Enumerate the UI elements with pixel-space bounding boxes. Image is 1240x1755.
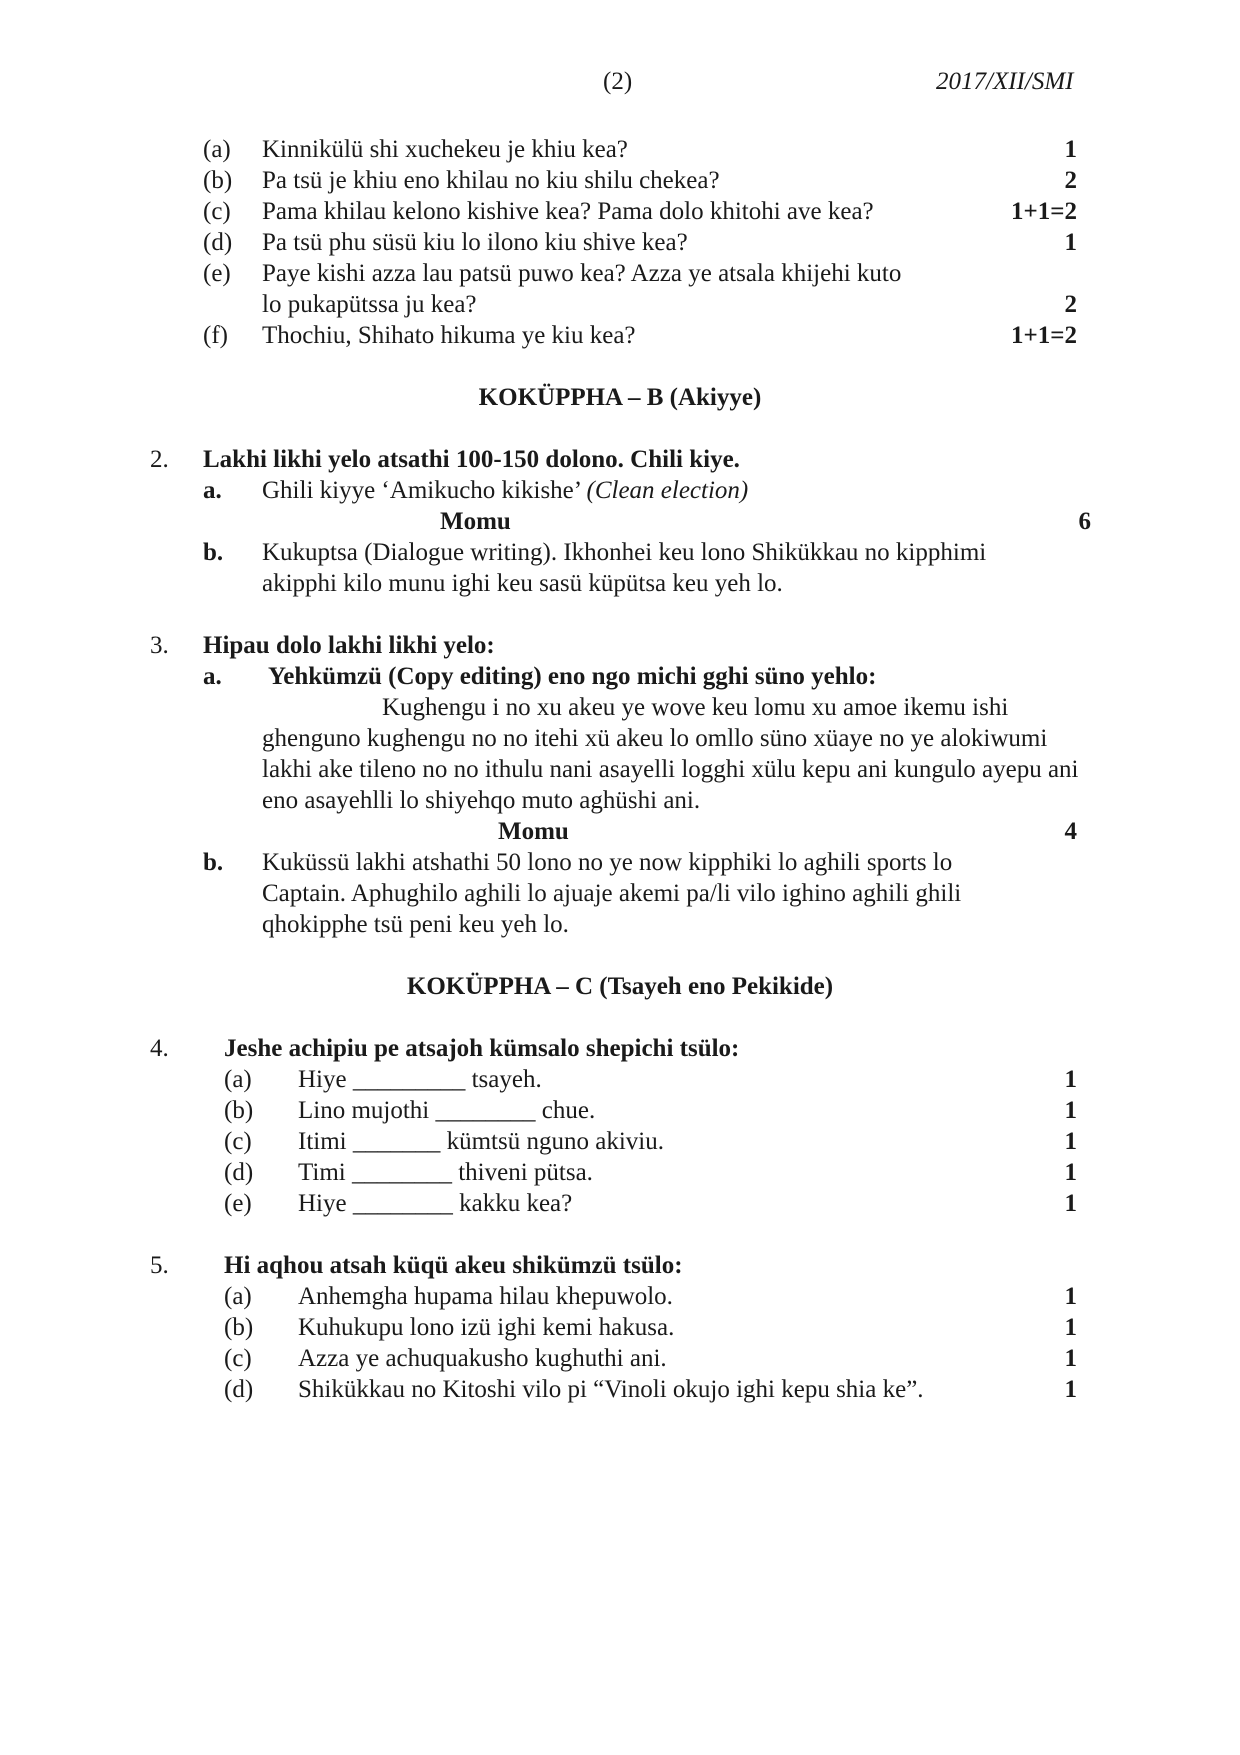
q5d-mark: 1 [1064,1376,1077,1403]
section-c-heading: KOKÜPPHA – C (Tsayeh eno Pekikide) [406,973,834,1000]
q4c-label: (c) [224,1128,252,1155]
q1a-text: Kinnikülü shi xuchekeu je khiu kea? [262,136,628,163]
q2-mark: 6 [1078,508,1091,535]
q2a-italic-text: (Clean election) [586,477,749,504]
q4d-text: Timi ________ thiveni pütsa. [298,1159,593,1186]
q4a-text: Hiye _________ tsayeh. [298,1066,542,1093]
q3b-line2: Captain. Aphughilo aghili lo ajuaje akemi pa/li vilo ighino aghili ghili [262,880,962,907]
q4a-mark: 1 [1064,1066,1077,1093]
q4c-mark: 1 [1064,1128,1077,1155]
q4-heading: Jeshe achipiu pe atsajoh kümsalo shepichi tsülo: [224,1035,740,1062]
q1b-label: (b) [203,167,233,194]
q5b-mark: 1 [1064,1314,1077,1341]
q4d-mark: 1 [1064,1159,1077,1186]
section-b-heading: KOKÜPPHA – B (Akiyye) [478,384,762,411]
q5d-label: (d) [224,1376,254,1403]
q1f-label: (f) [203,322,228,349]
q5d-text: Shikükkau no Kitoshi vilo pi “Vinoli okujo ighi kepu shia ke”. [298,1376,924,1403]
q5c-label: (c) [224,1345,252,1372]
q3-heading: Hipau dolo lakhi likhi yelo: [203,632,495,659]
q3-mark: 4 [1064,818,1077,845]
q3a-heading: Yehkümzü (Copy editing) eno ngo michi gghi süno yehlo: [268,663,877,690]
q5a-mark: 1 [1064,1283,1077,1310]
q2b-label: b. [203,539,224,566]
q5a-label: (a) [224,1283,252,1310]
q1d-text: Pa tsü phu süsü kiu lo ilono kiu shive kea? [262,229,688,256]
q3-momu: Momu [498,818,569,845]
q3b-label: b. [203,849,224,876]
q1a-mark: 1 [1064,136,1077,163]
q2-momu: Momu [440,508,511,535]
q1e-text-line2: lo pukapütssa ju kea? [262,291,477,318]
q1a-label: (a) [203,136,231,163]
q1f-mark: 1+1=2 [1011,322,1077,349]
q4e-label: (e) [224,1190,252,1217]
q2a-main-text: Ghili kiyye ‘Amikucho kikishe’ [262,477,581,504]
q1e-text: Paye kishi azza lau patsü puwo kea? Azza ye atsala khijehi kuto [262,260,902,287]
q1d-mark: 1 [1064,229,1077,256]
q1e-mark: 2 [1064,291,1077,318]
q4c-text: Itimi _______ kümtsü nguno akiviu. [298,1128,664,1155]
q4b-label: (b) [224,1097,254,1124]
q4e-mark: 1 [1064,1190,1077,1217]
q1c-label: (c) [203,198,231,225]
q2b-line2: akipphi kilo munu ighi keu sasü küpütsa keu yeh lo. [262,570,783,597]
q1f-text: Thochiu, Shihato hikuma ye kiu kea? [262,322,636,349]
q4d-label: (d) [224,1159,254,1186]
q2a-label: a. [203,477,222,504]
page-number: (2) [603,68,633,95]
q3a-paragraph: Kughengu i no xu akeu ye wove keu lomu xu amoe ikemu ishi ghenguno kughengu no no itehi xü akeu lo omllo süno xüaye no ye alokiwumi lakhi ake tileno no no ithulu nani asayelli logghi xülu kepu ani kungulo ayepu ani eno asayehlli lo shiyehqo muto aghüshi ani. [262,694,1079,814]
q2-heading: Lakhi likhi yelo atsathi 100-150 dolono. Chili kiye. [203,446,740,473]
q2a-text [262,475,748,506]
q5c-mark: 1 [1064,1345,1077,1372]
q1c-text: Pama khilau kelono kishive kea? Pama dolo khitohi ave kea? [262,198,874,225]
q4a-label: (a) [224,1066,252,1093]
q4b-mark: 1 [1064,1097,1077,1124]
q4-number: 4. [150,1035,169,1062]
q3-number: 3. [150,632,169,659]
q4e-text: Hiye ________ kakku kea? [298,1190,573,1217]
q2-number: 2. [150,446,169,473]
q5c-text: Azza ye achuquakusho kughuthi ani. [298,1345,667,1372]
q1c-mark: 1+1=2 [1011,198,1077,225]
q5b-text: Kuhukupu lono izü ighi kemi hakusa. [298,1314,675,1341]
q1e-label: (e) [203,260,231,287]
q1b-mark: 2 [1064,167,1077,194]
q1b-text: Pa tsü je khiu eno khilau no kiu shilu chekea? [262,167,720,194]
exam-code: 2017/XII/SMI [936,68,1074,95]
q1d-label: (d) [203,229,233,256]
q2b-line1: Kukuptsa (Dialogue writing). Ikhonhei keu lono Shikükkau no kipphimi [262,539,987,566]
q5a-text: Anhemgha hupama hilau khepuwolo. [298,1283,673,1310]
q5b-label: (b) [224,1314,254,1341]
q5-number: 5. [150,1252,169,1279]
q3a-label: a. [203,663,222,690]
q4b-text: Lino mujothi ________ chue. [298,1097,596,1124]
q5-heading: Hi aqhou atsah küqü akeu shikümzü tsülo: [224,1252,683,1279]
q3b-line1: Kuküssü lakhi atshathi 50 lono no ye now kipphiki lo aghili sports lo [262,849,953,876]
q3b-line3: qhokipphe tsü peni keu yeh lo. [262,911,569,938]
